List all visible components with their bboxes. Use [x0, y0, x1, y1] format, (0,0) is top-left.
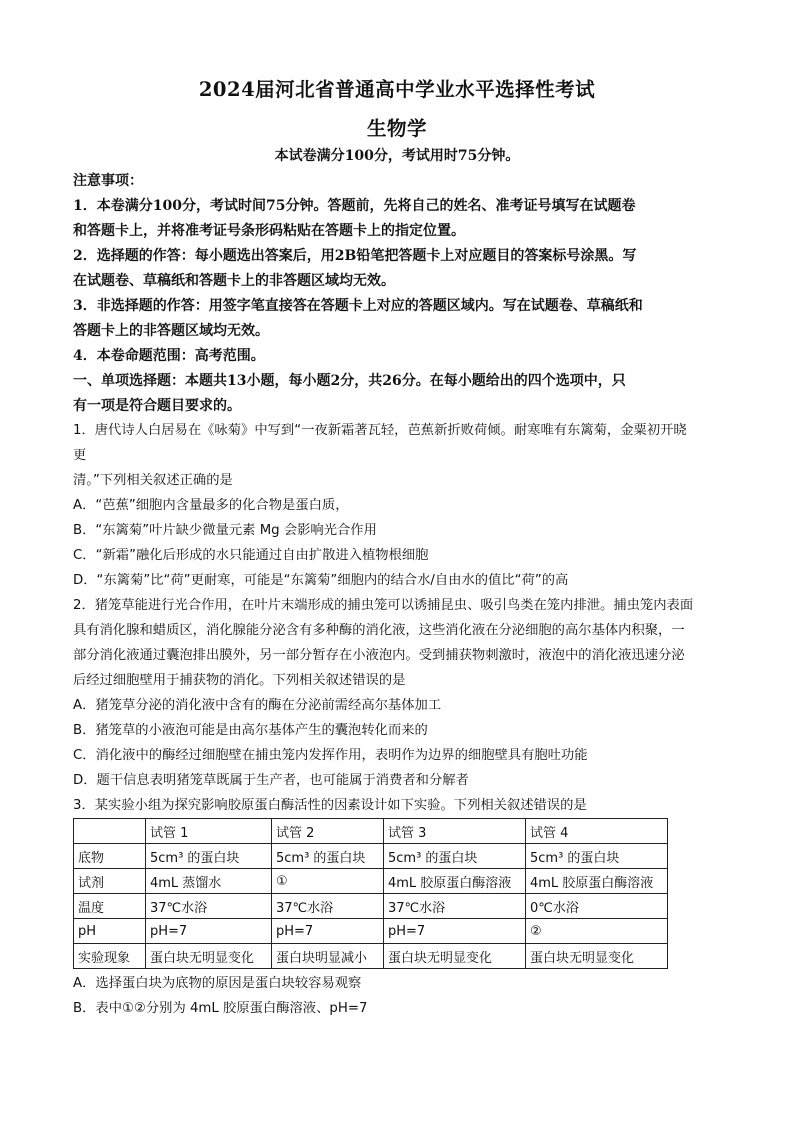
note-3-line-2: 答题卡上的非答题区域均无效。	[73, 323, 269, 339]
experiment-table	[73, 818, 668, 969]
q1-stem-line-1: 1．唐代诗人白居易在《咏菊》中写到“一夜新霜著瓦轻，芭蕉新折败荷倾。耐寒唯有东篱菊，金粟初开晓	[73, 423, 687, 438]
table-cell: ②	[526, 919, 668, 944]
table-header-row	[74, 819, 668, 844]
table-cell: 5cm³ 的蛋白块	[272, 844, 384, 869]
q2-option-b: B．猪笼草的小液泡可能是由高尔基体产生的囊泡转化而来的	[73, 723, 428, 738]
notes-heading: 注意事项：	[73, 173, 143, 189]
q2-option-d: D．题干信息表明猪笼草既属于生产者，也可能属于消费者和分解者	[73, 773, 469, 788]
note-4: 4．本卷命题范围：高考范围。	[73, 348, 265, 364]
table-cell: 蛋白块无明显变化	[526, 944, 668, 969]
table-row	[74, 894, 668, 919]
table-cell: 37℃水浴	[146, 894, 272, 919]
q1-option-c: C．“新霜”融化后形成的水只能通过自由扩散进入植物根细胞	[73, 548, 429, 563]
table-cell: 4mL 胶原蛋白酶溶液	[526, 869, 668, 894]
note-1-line-1: 1．本卷满分100分，考试时间75分钟。答题前，先将自己的姓名、准考证号填写在试题卷	[73, 198, 636, 214]
q1-stem-line-2: 更	[73, 448, 87, 463]
q3-stem: 3．某实验小组为探究影响胶原蛋白酶活性的因素设计如下实验。下列相关叙述错误的是	[73, 798, 587, 813]
q2-stem-line-2: 具有消化腺和蜡质区，消化腺能分泌含有多种酶的消化液，这些消化液在分泌细胞的高尔基体内积聚，一	[73, 623, 685, 638]
q3-option-b: B．表中①②分别为 4mL 胶原蛋白酶溶液、pH=7	[73, 1001, 368, 1016]
table-cell: 蛋白块无明显变化	[146, 944, 272, 969]
table-cell: 4mL 胶原蛋白酶溶液	[384, 869, 526, 894]
note-2-line-2: 在试题卷、草稿纸和答题卡上的非答题区域均无效。	[73, 273, 395, 289]
q1-option-b: B．“东篱菊”叶片缺少微量元素 Mg 会影响光合作用	[73, 523, 377, 538]
table-cell: ①	[272, 869, 384, 894]
q2-option-a: A．猪笼草分泌的消化液中含有的酶在分泌前需经高尔基体加工	[73, 698, 442, 713]
q1-stem-line-3: 清。”下列相关叙述正确的是	[73, 473, 233, 488]
exam-info: 本试卷满分100分，考试用时75分钟。	[274, 148, 520, 164]
table-cell: 4mL 蒸馏水	[146, 869, 272, 894]
table-cell: 5cm³ 的蛋白块	[384, 844, 526, 869]
table-cell: 实验现象	[74, 944, 146, 969]
q2-stem-line-4: 后经过细胞壁用于捕获物的消化。下列相关叙述错误的是	[73, 673, 406, 688]
q2-stem-line-3: 部分消化液通过囊泡排出膜外，另一部分暂存在小液泡内。受到捕获物刺激时，液泡中的消化液迅速分泌	[73, 648, 685, 663]
q1-option-d: D．“东篱菊”比“荷”更耐寒，可能是“东篱菊”细胞内的结合水/自由水的值比“荷”的高	[73, 573, 569, 588]
q3-option-a: A．选择蛋白块为底物的原因是蛋白块较容易观察	[73, 976, 362, 991]
table-header-cell: 试管 2	[272, 819, 384, 844]
q2-stem-line-1: 2．猪笼草能进行光合作用，在叶片末端形成的捕虫笼可以诱捕昆虫、吸引鸟类在笼内排泄。捕虫笼内表面	[73, 598, 694, 613]
section-1-heading-line-1: 一、单项选择题：本题共13小题，每小题2分，共26分。在每小题给出的四个选项中，只	[73, 373, 626, 389]
section-1-heading-line-2: 有一项是符合题目要求的。	[73, 398, 241, 414]
table-cell: pH	[74, 919, 146, 944]
table-header-cell	[74, 819, 146, 844]
note-1-line-2: 和答题卡上，并将准考证号条形码粘贴在答题卡上的指定位置。	[73, 223, 465, 239]
q1-option-a: A．“芭蕉”细胞内含量最多的化合物是蛋白质，	[73, 498, 349, 513]
table-cell: 蛋白块无明显变化	[384, 944, 526, 969]
table-cell: 37℃水浴	[272, 894, 384, 919]
table-row	[74, 944, 668, 969]
table-cell: 底物	[74, 844, 146, 869]
table-row	[74, 919, 668, 944]
table-cell: 0℃水浴	[526, 894, 668, 919]
table-cell: 37℃水浴	[384, 894, 526, 919]
table-cell: pH=7	[272, 919, 384, 944]
exam-title: 2024届河北省普通高中学业水平选择性考试	[198, 78, 596, 101]
note-2-line-1: 2．选择题的作答：每小题选出答案后，用2B铅笔把答题卡上对应题目的答案标号涂黑。写	[73, 248, 637, 264]
q2-option-c: C．消化液中的酶经过细胞壁在捕虫笼内发挥作用，表明作为边界的细胞壁具有胞吐功能	[73, 748, 588, 763]
table-cell: pH=7	[146, 919, 272, 944]
table-row	[74, 844, 668, 869]
table-cell: 蛋白块明显减小	[272, 944, 384, 969]
table-cell: pH=7	[384, 919, 526, 944]
table-cell: 5cm³ 的蛋白块	[526, 844, 668, 869]
table-row	[74, 869, 668, 894]
note-3-line-1: 3．非选择题的作答：用签字笔直接答在答题卡上对应的答题区域内。写在试题卷、草稿纸和	[73, 298, 643, 314]
table-header-cell: 试管 3	[384, 819, 526, 844]
table-header-cell: 试管 1	[146, 819, 272, 844]
subject-title: 生物学	[366, 117, 427, 140]
table-cell: 试剂	[74, 869, 146, 894]
table-cell: 5cm³ 的蛋白块	[146, 844, 272, 869]
table-header-cell: 试管 4	[526, 819, 668, 844]
table-cell: 温度	[74, 894, 146, 919]
